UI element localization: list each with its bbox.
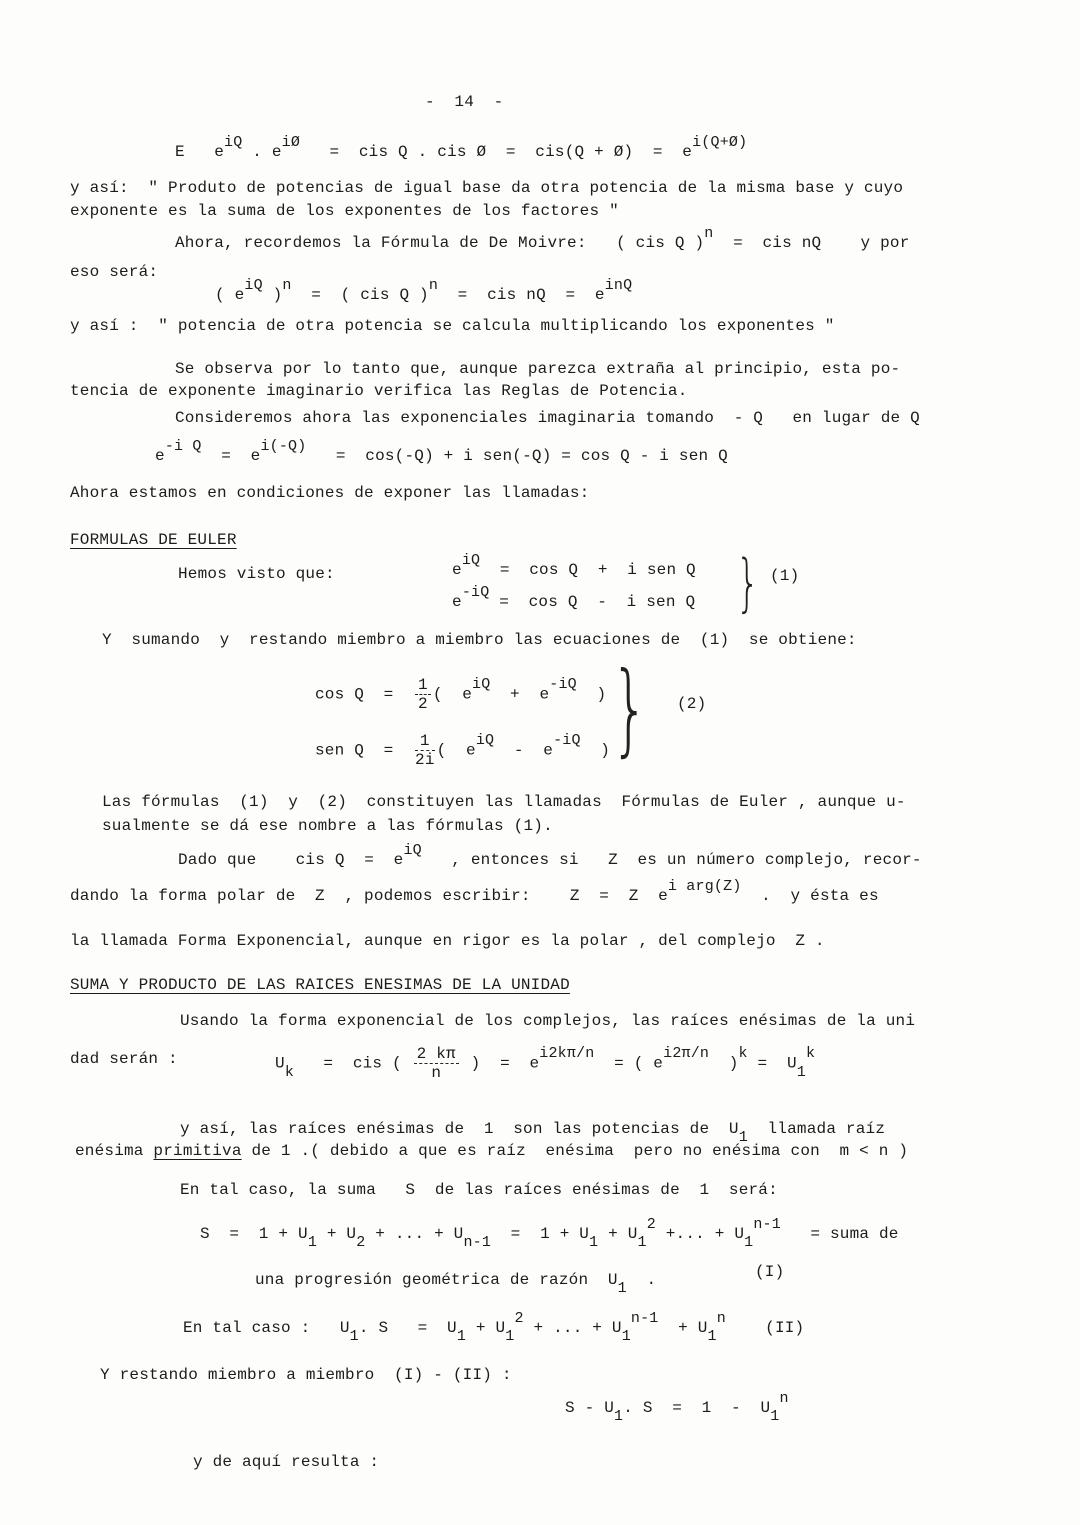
- text-run: e: [155, 447, 165, 465]
- text-run: sen Q =: [315, 741, 414, 760]
- superscript: n: [779, 1389, 789, 1407]
- text-run: tencia de exponente imaginario verifica las Reglas de Potencia.: [70, 382, 688, 400]
- text-run: e: [452, 593, 462, 611]
- fraction: [415, 676, 431, 713]
- text-run: ( e: [432, 685, 473, 704]
- text-run: = cis (: [294, 1054, 412, 1073]
- text-run: ): [580, 741, 611, 760]
- superscript: iQ: [472, 676, 491, 694]
- paragraph-line: [175, 359, 900, 379]
- text-run: E e: [175, 143, 225, 161]
- text-run: eso será:: [70, 263, 159, 281]
- text-run: Usando la forma exponencial de los complejos, las raíces enésimas de la uni: [180, 1012, 916, 1030]
- paragraph-line: [70, 381, 688, 401]
- subscript: 1: [614, 1408, 624, 1426]
- superscript: k: [805, 1045, 816, 1063]
- equation-euler-1a: [452, 551, 696, 580]
- text-run: (2): [677, 695, 707, 713]
- underlined-text: SUMA Y PRODUCTO DE LAS RAICES ENESIMAS DE LA UNIDAD: [70, 976, 570, 994]
- fraction: [415, 732, 435, 769]
- page-number: - 14 -: [425, 93, 504, 111]
- paragraph-line: [102, 816, 553, 836]
- text-run: Ahora estamos en condiciones de exponer las llamadas:: [70, 484, 590, 502]
- text-run: . e: [242, 143, 282, 161]
- superscript: iØ: [281, 133, 301, 151]
- text-run: . S = U: [358, 1319, 457, 1337]
- paragraph-line: [102, 630, 857, 650]
- subscript: 1: [456, 1328, 467, 1346]
- text-run: + U: [658, 1319, 708, 1337]
- text-run: (1): [770, 567, 800, 585]
- paragraph-line: [100, 1365, 512, 1385]
- superscript: n-1: [630, 1309, 659, 1327]
- text-run: llamada raíz: [747, 1120, 886, 1138]
- paragraph-line: [70, 931, 825, 951]
- text-run: y de aquí resulta :: [193, 1453, 380, 1471]
- text-run: Y restando miembro a miembro (I) - (II) :: [100, 1366, 512, 1384]
- paragraph-line: [70, 178, 903, 198]
- text-run: = cis nQ = e: [438, 286, 605, 304]
- superscript: i arg(Z): [667, 877, 742, 895]
- superscript: 2: [646, 1215, 656, 1233]
- text-run: Se observa por lo tanto que, aunque parezca extraña al principio, esta po-: [175, 360, 901, 378]
- equation-power-of-power: [215, 276, 633, 305]
- superscript: iQ: [403, 841, 422, 859]
- text-run: ): [262, 286, 283, 304]
- text-run: + ... + U: [365, 1225, 464, 1243]
- text-run: .: [626, 1271, 657, 1289]
- text-run: = suma de: [780, 1225, 899, 1243]
- text-run: ): [576, 685, 607, 704]
- paragraph-line: [175, 224, 910, 253]
- paragraph-line: [70, 877, 879, 906]
- text-run: = cis Q . cis Ø = cis(Q + Ø) = e: [300, 143, 693, 161]
- text-run: = cis nQ y por: [713, 234, 910, 252]
- text-run: y así: " Produto de potencias de igual base da otra potencia de la misma base y cuyo: [70, 179, 904, 197]
- equation-label-I: [755, 1262, 784, 1282]
- superscript: i(-Q): [260, 437, 307, 455]
- superscript: n: [428, 276, 439, 294]
- text-run: = ( cis Q ): [291, 286, 429, 304]
- text-run: = ( e: [594, 1054, 664, 1073]
- text-run: Consideremos ahora las exponenciales imaginaria tomando - Q en lugar de Q: [175, 409, 920, 427]
- superscript: -iQ: [553, 732, 581, 750]
- text-run: dad serán :: [70, 1050, 178, 1068]
- equation-euler-1b: [452, 583, 696, 612]
- equation-euler-sen: [315, 732, 610, 769]
- text-run: Ahora, recordemos la Fórmula de De Moivre: ( cis Q ): [175, 234, 705, 252]
- superscript: iQ: [461, 551, 481, 569]
- paragraph-line: [70, 262, 158, 282]
- superscript: -i Q: [164, 437, 202, 455]
- text-run: S = 1 + U: [200, 1225, 308, 1243]
- text-run: exponente es la suma de los exponentes de los factores ": [70, 202, 619, 220]
- subscript: 1: [589, 1234, 599, 1252]
- text-run: = e: [201, 447, 261, 465]
- text-run: + ... + U: [523, 1319, 622, 1337]
- text-run: dando la forma polar de Z , podemos escribir: Z = Z e: [70, 887, 668, 905]
- paragraph-line: [180, 1011, 915, 1031]
- equation-product-of-powers: [175, 133, 748, 162]
- paragraph-line: [175, 408, 920, 428]
- superscript: inQ: [604, 276, 633, 294]
- subscript: 1: [770, 1408, 780, 1426]
- text-run: y así, las raíces enésimas de 1 son las potencias de U: [180, 1120, 739, 1138]
- subscript: 1: [621, 1328, 631, 1346]
- text-run: Hemos visto que:: [178, 565, 335, 583]
- paragraph-line: [70, 201, 619, 221]
- equation-roots-of-unity: [275, 1045, 815, 1082]
- equation-euler-cos: [315, 676, 606, 713]
- text-run: (I): [755, 1263, 785, 1281]
- subscript: 1: [796, 1063, 806, 1081]
- paragraph-line: [70, 1049, 178, 1069]
- text-run: Las fórmulas (1) y (2) constituyen las llamadas Fórmulas de Euler , aunque u-: [102, 793, 906, 811]
- text-run: U: [275, 1054, 285, 1073]
- text-run: ): [709, 1054, 739, 1073]
- subscript: 2: [356, 1234, 366, 1252]
- denominator: n: [431, 1064, 442, 1082]
- text-run: Dado que cis Q = e: [178, 851, 404, 869]
- text-run: = cos Q - i sen Q: [489, 593, 696, 611]
- numerator: 1: [415, 732, 435, 751]
- text-run: = cos(-Q) + i sen(-Q) = cos Q - i sen Q: [306, 447, 728, 465]
- fraction: [414, 1045, 459, 1082]
- text-run: . S = 1 - U: [623, 1399, 771, 1417]
- paragraph-line: [178, 841, 922, 870]
- equation-label-2: [677, 694, 706, 714]
- text-run: + U: [317, 1225, 357, 1243]
- subscript: n-1: [463, 1234, 492, 1252]
- numerator: 1: [415, 676, 431, 695]
- text-run: En tal caso : U: [183, 1319, 350, 1337]
- text-run: + U: [466, 1319, 506, 1337]
- subscript: 1: [617, 1280, 627, 1298]
- text-run: e: [452, 561, 462, 579]
- text-run: + e: [490, 685, 550, 704]
- underlined-text: FORMULAS DE EULER: [70, 531, 237, 549]
- text-run: de 1 .( debido a que es raíz enésima pero no enésima con m < n ): [241, 1142, 909, 1160]
- superscript: n: [716, 1309, 726, 1327]
- paragraph-line: [180, 1180, 778, 1200]
- superscript: n: [282, 276, 292, 294]
- paragraph-line: [102, 792, 906, 812]
- text-run: . y ésta es: [741, 887, 879, 905]
- text-run: ( e: [215, 286, 245, 304]
- text-run: = cos Q + i sen Q: [480, 561, 696, 579]
- paragraph-line: [180, 1119, 886, 1147]
- paragraph-line: [70, 316, 835, 336]
- right-brace: }: [735, 546, 760, 619]
- superscript: i2π/n: [663, 1045, 710, 1063]
- subscript: 1: [349, 1328, 359, 1346]
- superscript: -iQ: [461, 583, 490, 601]
- denominator: 2: [418, 695, 428, 713]
- denominator: 2i: [415, 751, 435, 769]
- text-run: , entonces si Z es un número complejo, recor-: [421, 851, 922, 869]
- text-run: = 1 + U: [491, 1225, 590, 1243]
- equation-label-1: [770, 566, 799, 586]
- text-run: una progresión geométrica de razón U: [255, 1271, 618, 1289]
- equation-II: [183, 1309, 805, 1346]
- paragraph-line: [255, 1270, 657, 1298]
- text-run: la llamada Forma Exponencial, aunque en rigor es la polar , del complejo Z .: [70, 932, 825, 950]
- equation-sum: [200, 1215, 899, 1252]
- right-brace: }: [610, 650, 649, 767]
- paragraph-line: [178, 564, 335, 584]
- subscript: 1: [738, 1129, 748, 1147]
- superscript: iQ: [244, 276, 263, 294]
- superscript: iQ: [224, 133, 243, 151]
- paragraph-line: [193, 1452, 379, 1472]
- superscript: iQ: [475, 732, 495, 750]
- subscript: 1: [707, 1328, 717, 1346]
- text-run: - e: [494, 741, 554, 760]
- text-run: ) = e: [460, 1054, 540, 1073]
- equation-negative-exponent: [155, 437, 728, 466]
- subscript: 1: [744, 1234, 754, 1252]
- text-run: +... + U: [655, 1225, 745, 1243]
- text-run: = U: [747, 1054, 797, 1073]
- text-run: cos Q =: [315, 685, 414, 704]
- text-run: y así : " potencia de otra potencia se calcula multiplicando los exponentes ": [70, 317, 835, 335]
- section-heading-roots: [70, 975, 570, 995]
- superscript: i(Q+Ø): [692, 133, 748, 151]
- paragraph-line: [75, 1141, 908, 1161]
- superscript: k: [738, 1045, 748, 1063]
- text-run: Y sumando y restando miembro a miembro las ecuaciones de (1) se obtiene:: [102, 631, 857, 649]
- numerator: 2 kπ: [414, 1045, 459, 1064]
- underlined-text: primitiva: [153, 1142, 242, 1160]
- subscript: 1: [505, 1328, 515, 1346]
- text-run: (II): [725, 1319, 805, 1337]
- superscript: i2kπ/n: [539, 1045, 595, 1063]
- superscript: n-1: [753, 1215, 781, 1233]
- section-heading-euler: [70, 530, 237, 550]
- superscript: n: [704, 224, 714, 242]
- equation-difference: [565, 1389, 789, 1426]
- superscript: 2: [514, 1309, 524, 1327]
- subscript: 1: [637, 1234, 647, 1252]
- text-run: sualmente se dá ese nombre a las fórmulas (1).: [102, 817, 553, 835]
- text-run: S - U: [565, 1399, 615, 1417]
- text-run: + U: [598, 1225, 638, 1243]
- text-run: En tal caso, la suma S de las raíces enésimas de 1 será:: [180, 1181, 778, 1199]
- paragraph-line: [70, 483, 589, 503]
- subscript: k: [284, 1063, 295, 1081]
- subscript: 1: [307, 1234, 318, 1252]
- superscript: -iQ: [549, 676, 577, 694]
- text-run: ( e: [436, 741, 476, 760]
- text-run: enésima: [75, 1142, 154, 1160]
